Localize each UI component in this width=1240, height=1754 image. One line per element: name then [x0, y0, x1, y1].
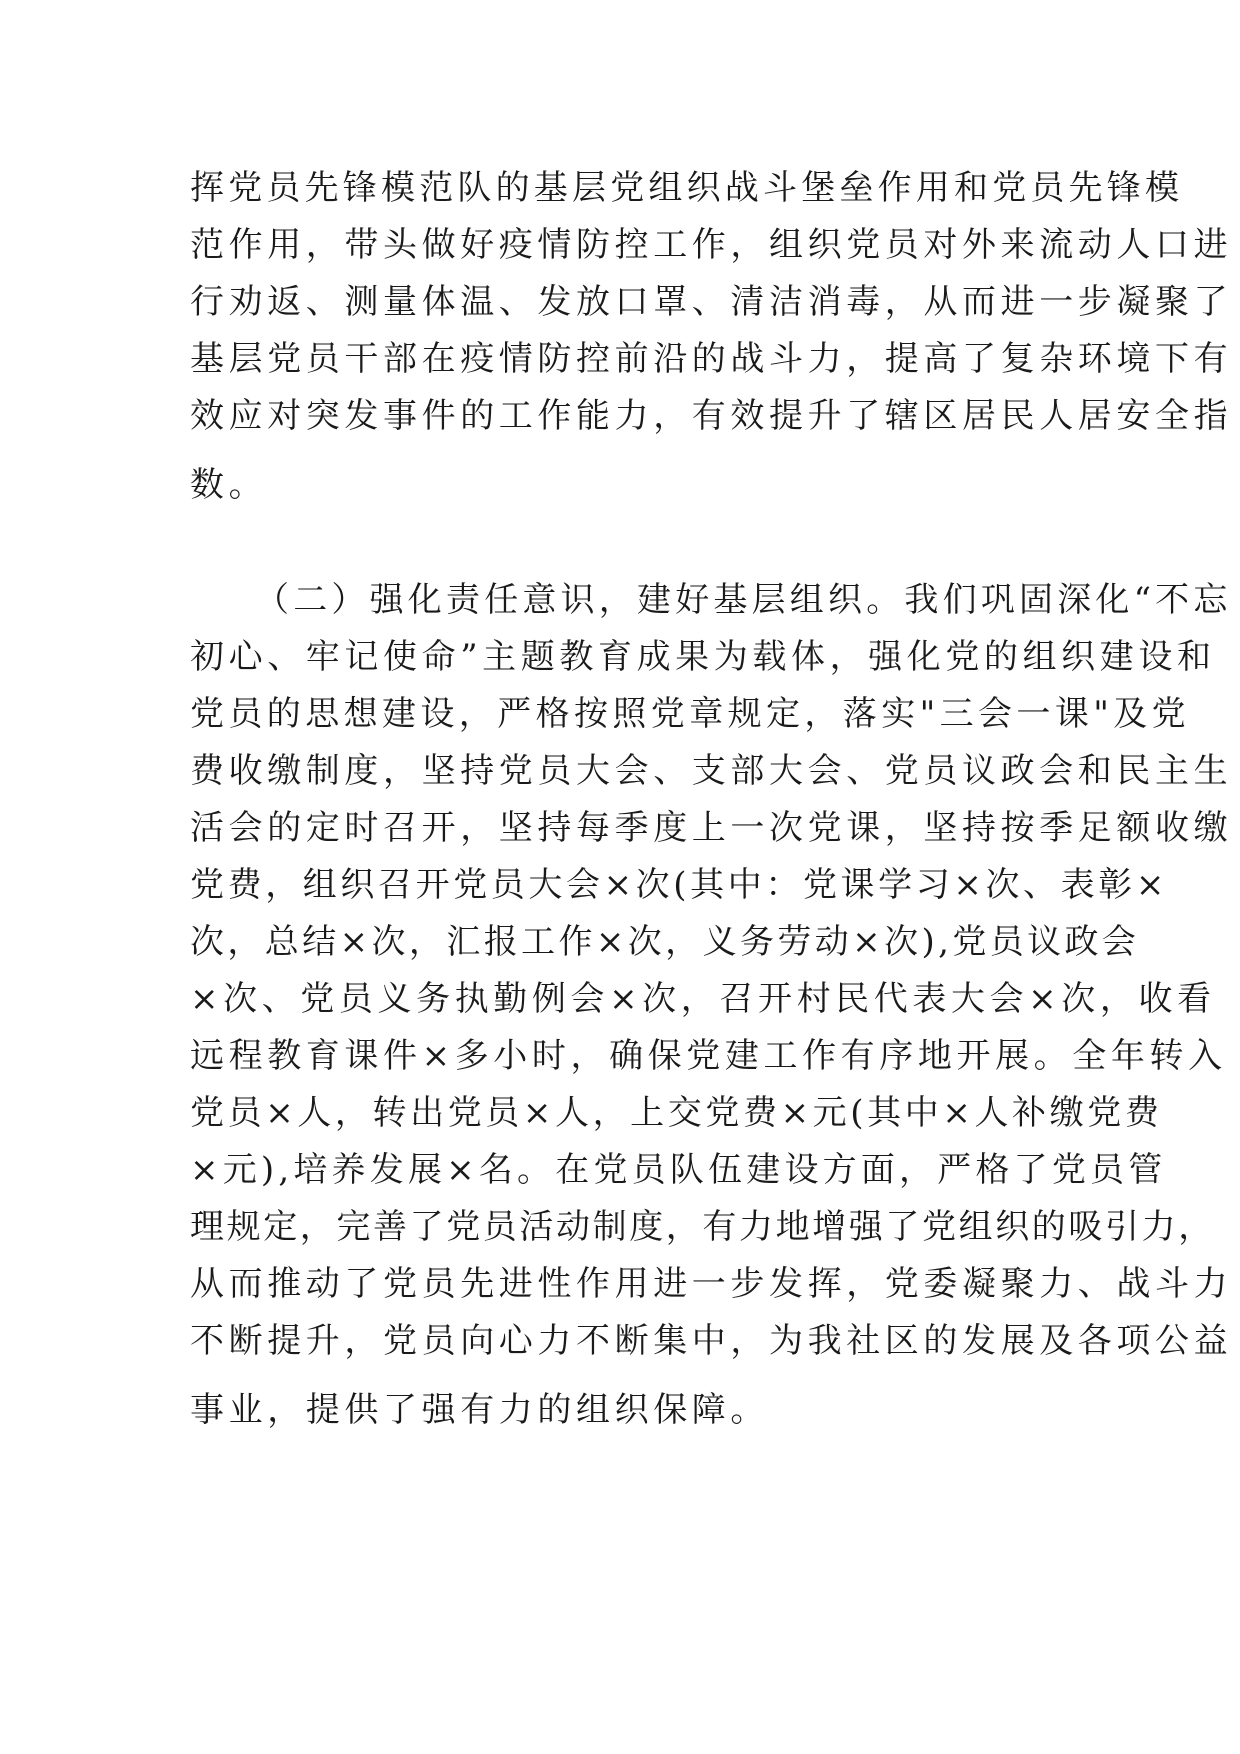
paragraph-2-line-9: 远程教育课件×多小时，确保党建工作有序地开展。全年转入 [190, 1036, 1227, 1076]
paragraph-2-line-6: 党费，组织召开党员大会×次(其中：党课学习×次、表彰× [190, 865, 1168, 905]
paragraph-1-line-5: 效应对突发事件的工作能力，有效提升了辖区居民人居安全指 [190, 396, 1233, 436]
paragraph-2-line-14: 不断提升，党员向心力不断集中，为我社区的发展及各项公益 [190, 1321, 1233, 1361]
paragraph-2-line-15: 事业，提供了强有力的组织保障。 [190, 1390, 769, 1430]
paragraph-1-line-2: 范作用，带头做好疫情防控工作，组织党员对外来流动人口进 [190, 225, 1233, 265]
paragraph-2-line-4: 费收缴制度，坚持党员大会、支部大会、党员议政会和民主生 [190, 751, 1233, 791]
paragraph-2-line-12: 理规定，完善了党员活动制度，有力地增强了党组织的吸引力， [190, 1207, 1215, 1247]
paragraph-2-line-2: 初心、牢记使命”主题教育成果为载体，强化党的组织建设和 [190, 637, 1216, 677]
paragraph-2-line-1: （二）强化责任意识，建好基层组织。我们巩固深化“不忘 [255, 580, 1232, 620]
paragraph-2-line-5: 活会的定时召开，坚持每季度上一次党课，坚持按季足额收缴 [190, 808, 1233, 848]
paragraph-1-line-3: 行劝返、测量体温、发放口罩、清洁消毒，从而进一步凝聚了 [190, 282, 1233, 322]
paragraph-2-line-11: ×元),培养发展×名。在党员队伍建设方面，严格了党员管 [190, 1150, 1167, 1190]
paragraph-2-line-8: ×次、党员义务执勤例会×次，召开村民代表大会×次，收看 [190, 979, 1216, 1019]
paragraph-1-line-1: 挥党员先锋模范队的基层党组织战斗堡垒作用和党员先锋模 [190, 168, 1184, 208]
paragraph-1-line-4: 基层党员干部在疫情防控前沿的战斗力，提高了复杂环境下有 [190, 339, 1233, 379]
paragraph-2-line-10: 党员×人，转出党员×人，上交党费×元(其中×人补缴党费 [190, 1093, 1163, 1133]
paragraph-2-line-13: 从而推动了党员先进性作用进一步发挥，党委凝聚力、战斗力 [190, 1264, 1233, 1304]
paragraph-1-line-6: 数。 [190, 465, 268, 505]
paragraph-2-line-7: 次，总结×次，汇报工作×次，义务劳动×次),党员议政会 [190, 922, 1140, 962]
paragraph-2-line-3: 党员的思想建设，严格按照党章规定，落实"三会一课"及党 [190, 694, 1191, 734]
